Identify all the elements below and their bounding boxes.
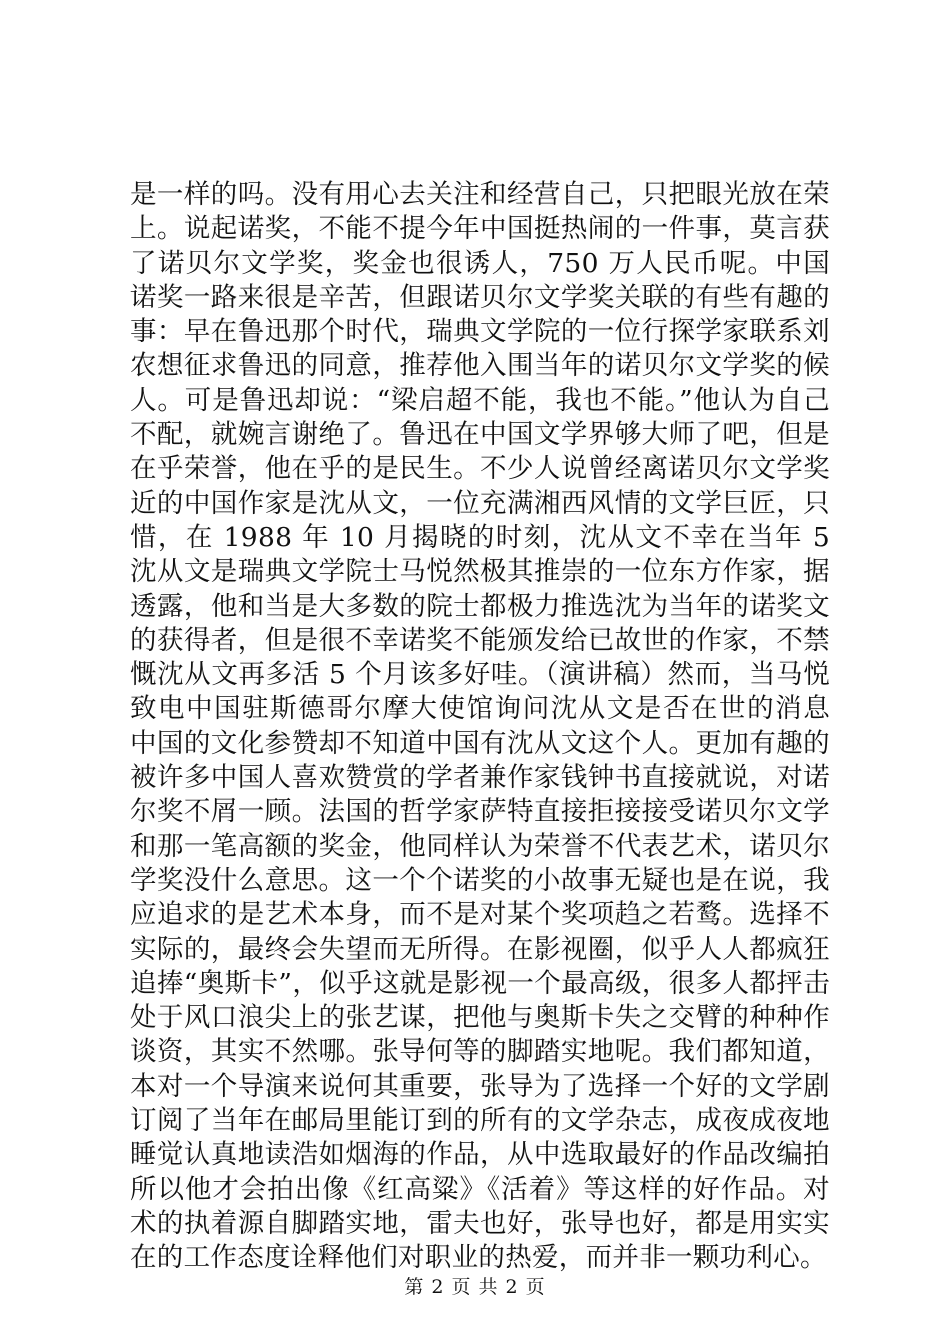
text-line: 处于风口浪尖上的张艺谋，把他与奥斯卡失之交臂的种种作 (130, 1002, 830, 1034)
text-line: 人。可是鲁迅却说：“梁启超不能，我也不能。”他认为自己 (130, 384, 830, 416)
text-line: 是一样的吗。没有用心去关注和经营自己，只把眼光放在荣 (130, 179, 830, 210)
text-line: 实际的，最终会失望而无所得。在影视圈，似乎人人都疯狂 (130, 933, 830, 965)
page-number-label: 第 2 页 共 2 页 (404, 1276, 546, 1298)
text-line: 睡觉认真地读浩如烟海的作品，从中选取最好的作品改编拍 (130, 1139, 830, 1171)
text-line: 订阅了当年在邮局里能订到的所有的文学杂志，成夜成夜地 (130, 1105, 830, 1137)
text-line: 致电中国驻斯德哥尔摩大使馆询问沈从文是否在世的消息 (130, 693, 830, 725)
text-line: 上。说起诺奖，不能不提今年中国挺热闹的一件事，莫言获 (130, 213, 830, 245)
page-footer (0, 1272, 950, 1299)
text-line-last: 在的工作态度诠释他们对职业的热爱，而并非一颗功利心。 (130, 1242, 827, 1274)
text-line: 惜，在 1988 年 10 月揭晓的时刻，沈从文不幸在当年 5 (130, 521, 830, 553)
text-line: 和那一笔高额的奖金，他同样认为荣誉不代表艺术，诺贝尔 (130, 830, 830, 862)
text-line: 被许多中国人喜欢赞赏的学者兼作家钱钟书直接就说，对诺 (130, 762, 830, 794)
text-line: 术的执着源自脚踏实地，雷夫也好，张导也好，都是用实实 (130, 1207, 830, 1239)
text-line: 的获得者，但是很不幸诺奖不能颁发给已故世的作家，不禁 (130, 624, 830, 656)
text-line: 沈从文是瑞典文学院士马悦然极其推崇的一位东方作家，据 (130, 556, 830, 588)
text-line: 谈资，其实不然哪。张导何等的脚踏实地呢。我们都知道， (130, 1036, 830, 1068)
text-line: 尔奖不屑一顾。法国的哲学家萨特直接拒接接受诺贝尔文学 (130, 796, 830, 828)
text-line: 追捧“奥斯卡”，似乎这就是影视一个最高级，很多人都抨击 (130, 967, 830, 999)
text-line: 事：早在鲁迅那个时代，瑞典文学院的一位行探学家联系刘 (130, 316, 830, 348)
text-line: 透露，他和当是大多数的院士都极力推选沈为当年的诺奖文 (130, 590, 830, 622)
text-line: 近的中国作家是沈从文，一位充满湘西风情的文学巨匠，只 (130, 487, 830, 519)
text-line: 不配，就婉言谢绝了。鲁迅在中国文学界够大师了吧，但是 (130, 419, 830, 451)
text-line: 农想征求鲁迅的同意，推荐他入围当年的诺贝尔文学奖的候 (130, 350, 830, 382)
text-line: 诺奖一路来很是辛苦，但跟诺贝尔文学奖关联的有些有趣的 (130, 281, 830, 313)
text-line: 所以他才会拍出像《红高粱》《活着》等这样的好作品。对 (130, 1173, 830, 1205)
text-line: 慨沈从文再多活 5 个月该多好哇。（演讲稿）然而，当马悦 (130, 659, 830, 691)
text-line: 学奖没什么意思。这一个个诺奖的小故事无疑也是在说，我 (130, 864, 830, 896)
text-line: 在乎荣誉，他在乎的是民生。不少人说曾经离诺贝尔文学奖 (130, 453, 830, 485)
text-line: 了诺贝尔文学奖，奖金也很诱人，750 万人民币呢。中国 (130, 247, 830, 279)
text-line: 中国的文化参赞却不知道中国有沈从文这个人。更加有趣的 (130, 727, 830, 759)
document-body (130, 178, 830, 1276)
text-line: 应追求的是艺术本身，而不是对某个奖项趋之若鹜。选择不 (130, 899, 830, 931)
text-line: 本对一个导演来说何其重要，张导为了选择一个好的文学剧 (130, 1070, 830, 1102)
